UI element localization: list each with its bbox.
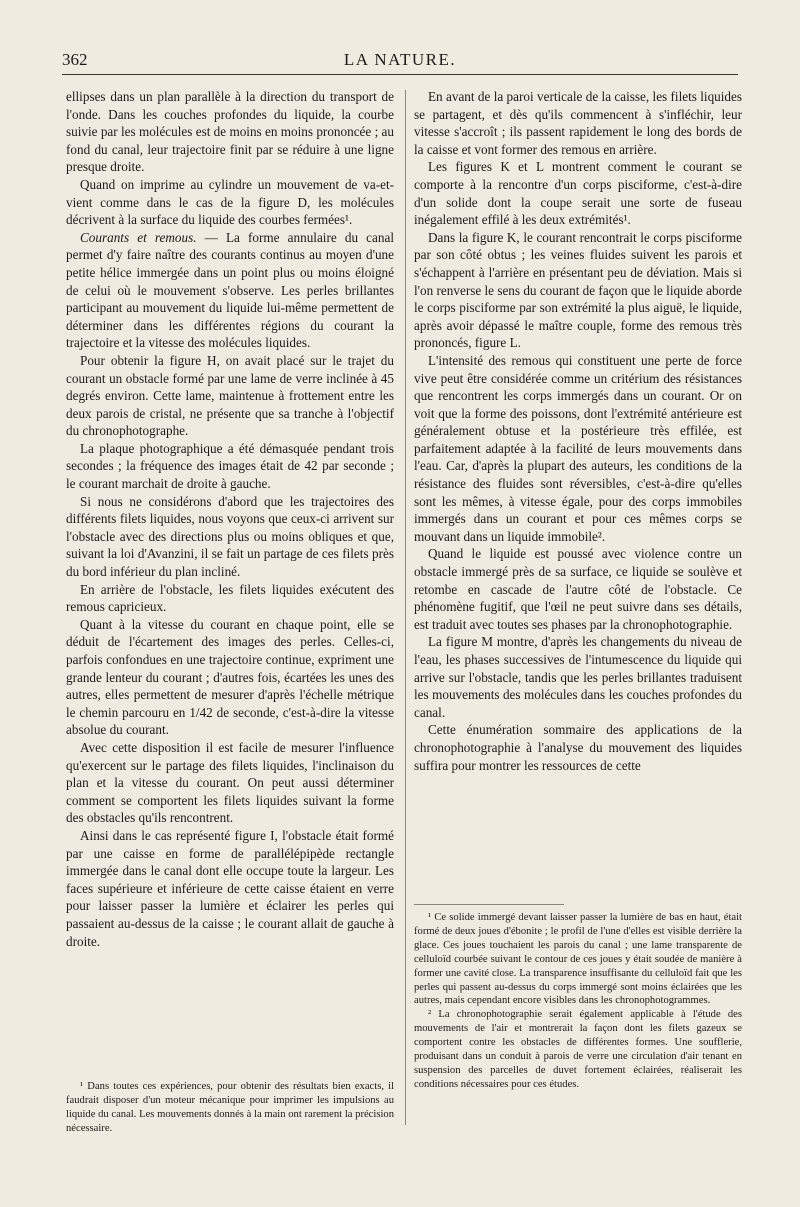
left-column [66,88,394,950]
paragraph [66,229,394,352]
footnote: ¹ Ce solide immergé devant laisser passer la lumière de bas en haut, était formé de deux joues d'ébonite ; le profil de l'une d'elles est visible derrière la glace. Ces joues touchaient les parois du canal ; une lame transparente de celluloïd courbée suivant le contour de ces joues y était soudée de manière à former une cavité close. La transparence insuffisante du celluloïd fait que les perles qui passent au-dessus du corps immergé sont moins éclairées que les autres, mais cependant encore visibles dans les chronophotogrammes. [414,912,742,1007]
paragraph: Pour obtenir la figure H, on avait placé sur le trajet du courant un obstacle formé par une lame de verre inclinée à 45 degrés environ. Cette lame, maintenue à frottement entre les deux parois de cristal, ne présente que sa tranche à l'objectif du chronophotographe. [66,352,394,439]
paragraph: Avec cette disposition il est facile de mesurer l'influence qu'exercent sur le partage des filets liquides, l'inclinaison du plan et la vitesse du courant. On peut aussi déterminer comment se comportent les filets liquides suivant la forme des obstacles qu'ils rencontrent. [66,739,394,826]
right-column [414,88,742,774]
section-heading: Courants et remous. [80,229,197,245]
paragraph: Dans la figure K, le courant rencontrait le corps pisciforme par son côté obtus ; les veines fluides suivent les parois et s'échappent à l'arrière en présentant peu de déviation. Mais si l'on renverse le sens du courant de façon que le liquide aborde le corps pisciforme par son extrémité la plus aiguë, le liquide, après avoir dépassé le maître couple, forme des remous très prononcés, figure L. [414,229,742,351]
paragraph: La figure M montre, d'après les changements du niveau de l'eau, les phases successives de l'intumescence du liquide qui arrive sur l'obstacle, tandis que les perles brillantes traduisent les mouvements des molécules dans les couches profondes du canal. [414,634,742,720]
paragraph: La plaque photographique a été démasquée pendant trois secondes ; la fréquence des images était de 42 par seconde ; le courant marchait de droite à gauche. [66,440,394,492]
page-number: 362 [62,50,88,69]
paragraph: Ainsi dans le cas représenté figure I, l'obstacle était formé par une caisse en forme de parallélépipède rectangle immergée dans le canal dont elle occupe toute la largeur. Les faces supérieure et inférieure de cette caisse étaient en verre pour laisser passer la lumière et éclairer les perles qui passaient au-dessus de la caisse ; le courant allait de gauche à droite. [66,827,394,949]
paragraph: L'intensité des remous qui constituent une perte de force vive peut être considérée comme un critérium des résistances que rencontrent les corps immergés dans un courant. Or on voit que la forme des poissons, dont l'extrémité antérieure est généralement obtuse et la postérieure très effilée, est parfaitement adaptée à la facilité de leurs mouvements dans l'eau. Car, d'après la plupart des auteurs, les conditions de la résistance des fluides sont réversibles, c'est-à-dire qu'elles sont les mêmes, à vitesse égale, pour des corps immobiles immergés dans un courant et pour ces mêmes corps se mouvant dans un liquide immobile². [414,352,742,544]
paragraph: Quant à la vitesse du courant en chaque point, elle se déduit de l'écartement des images des perles. Celles-ci, parfois confondues en une trajectoire continue, expriment une grande lenteur du courant ; d'autres fois, écartées les unes des autres, elles permettent de mesurer d'après l'échelle métrique le chemin parcouru en 1/42 de seconde, c'est-à-dire la vitesse absolue du courant. [66,616,394,738]
paragraph: Quand on imprime au cylindre un mouvement de va-et-vient comme dans le cas de la figure D, les molécules décrivent à la surface du liquide des courbes fermées¹. [66,176,394,228]
paragraph: Si nous ne considérons d'abord que les trajectoires des différents filets liquides, nous voyons que ceux-ci arrivent sur l'obstacle avec des directions plus ou moins obliques et que, suivant la loi d'Avanzini, il se fait un partage de ces filets près du bord inférieur du plan incliné. [66,493,394,580]
paragraph: En arrière de l'obstacle, les filets liquides exécutent des remous capricieux. [66,581,394,615]
footnotes-right [414,911,742,1092]
footnote: ¹ Dans toutes ces expériences, pour obtenir des résultats bien exacts, il faudrait disposer d'un moteur mécanique pour imprimer les impulsions au liquide du canal. Les mouvements donnés à la main ont rarement la précision nécessaire. [66,1081,394,1134]
paragraph: En avant de la paroi verticale de la caisse, les filets liquides se partagent, et dès qu'ils commencent à s'infléchir, leur vitesse s'accroît ; ils passent rapidement le long des bords de la caisse et vont former des remous en arrière. [414,89,742,157]
paragraph: Les figures K et L montrent comment le courant se comporte à la rencontre d'un corps pisciforme, c'est-à-dire d'un solide dont la coupe serait une sorte de fuseau inégalement effilé à les deux extrémités¹. [414,159,742,228]
paragraph-text: — La forme annulaire du canal permet d'y faire naître des courants continus au moyen d'une petite hélice immergée dans un point plus ou moins éloigné de celui où le mouvement s'observe. Les perles brillantes participant au mouvement du liquide lui-même permettent de déterminer dans les différentes régions du courant la trajectoire et la vitesse des molécules liquides. [66,229,394,351]
footnote: ² La chronophotographie serait également applicable à l'étude des mouvements de l'air et montrerait la façon dont les filets gazeux se comportent contre les obstacles de différentes formes. Une soufflerie, produisant dans un conduit à parois de verre une circulation d'air tenant en suspension des parcelles de duvet fortement éclairées, réaliserait les conditions nécessaires pour ces études. [414,1009,742,1090]
column-divider [405,90,406,1125]
footnote-rule [414,904,564,905]
footnotes-left [66,1080,394,1136]
paragraph: Quand le liquide est poussé avec violence contre un obstacle immergé près de sa surface, ce liquide se soulève et retombe en cascade de l'autre côté de l'obstacle. Ce phénomène fugitif, que l'œil ne peut suivre dans ses détails, est traduit avec toutes ses phases par la chronophotographie. [414,546,742,632]
running-title: LA NATURE. [343,50,457,69]
page-header [62,48,738,75]
paragraph: ellipses dans un plan parallèle à la direction du transport de l'onde. Dans les couches profondes du liquide, la courbe suivie par les molécules est de moins en moins prononcée ; au fond du canal, leur trajectoire finit par se réduire à une ligne presque droite. [66,89,394,175]
paragraph: Cette énumération sommaire des applications de la chronophotographie à l'analyse du mouvement des liquides suffira pour montrer les ressources de cette [414,722,742,773]
